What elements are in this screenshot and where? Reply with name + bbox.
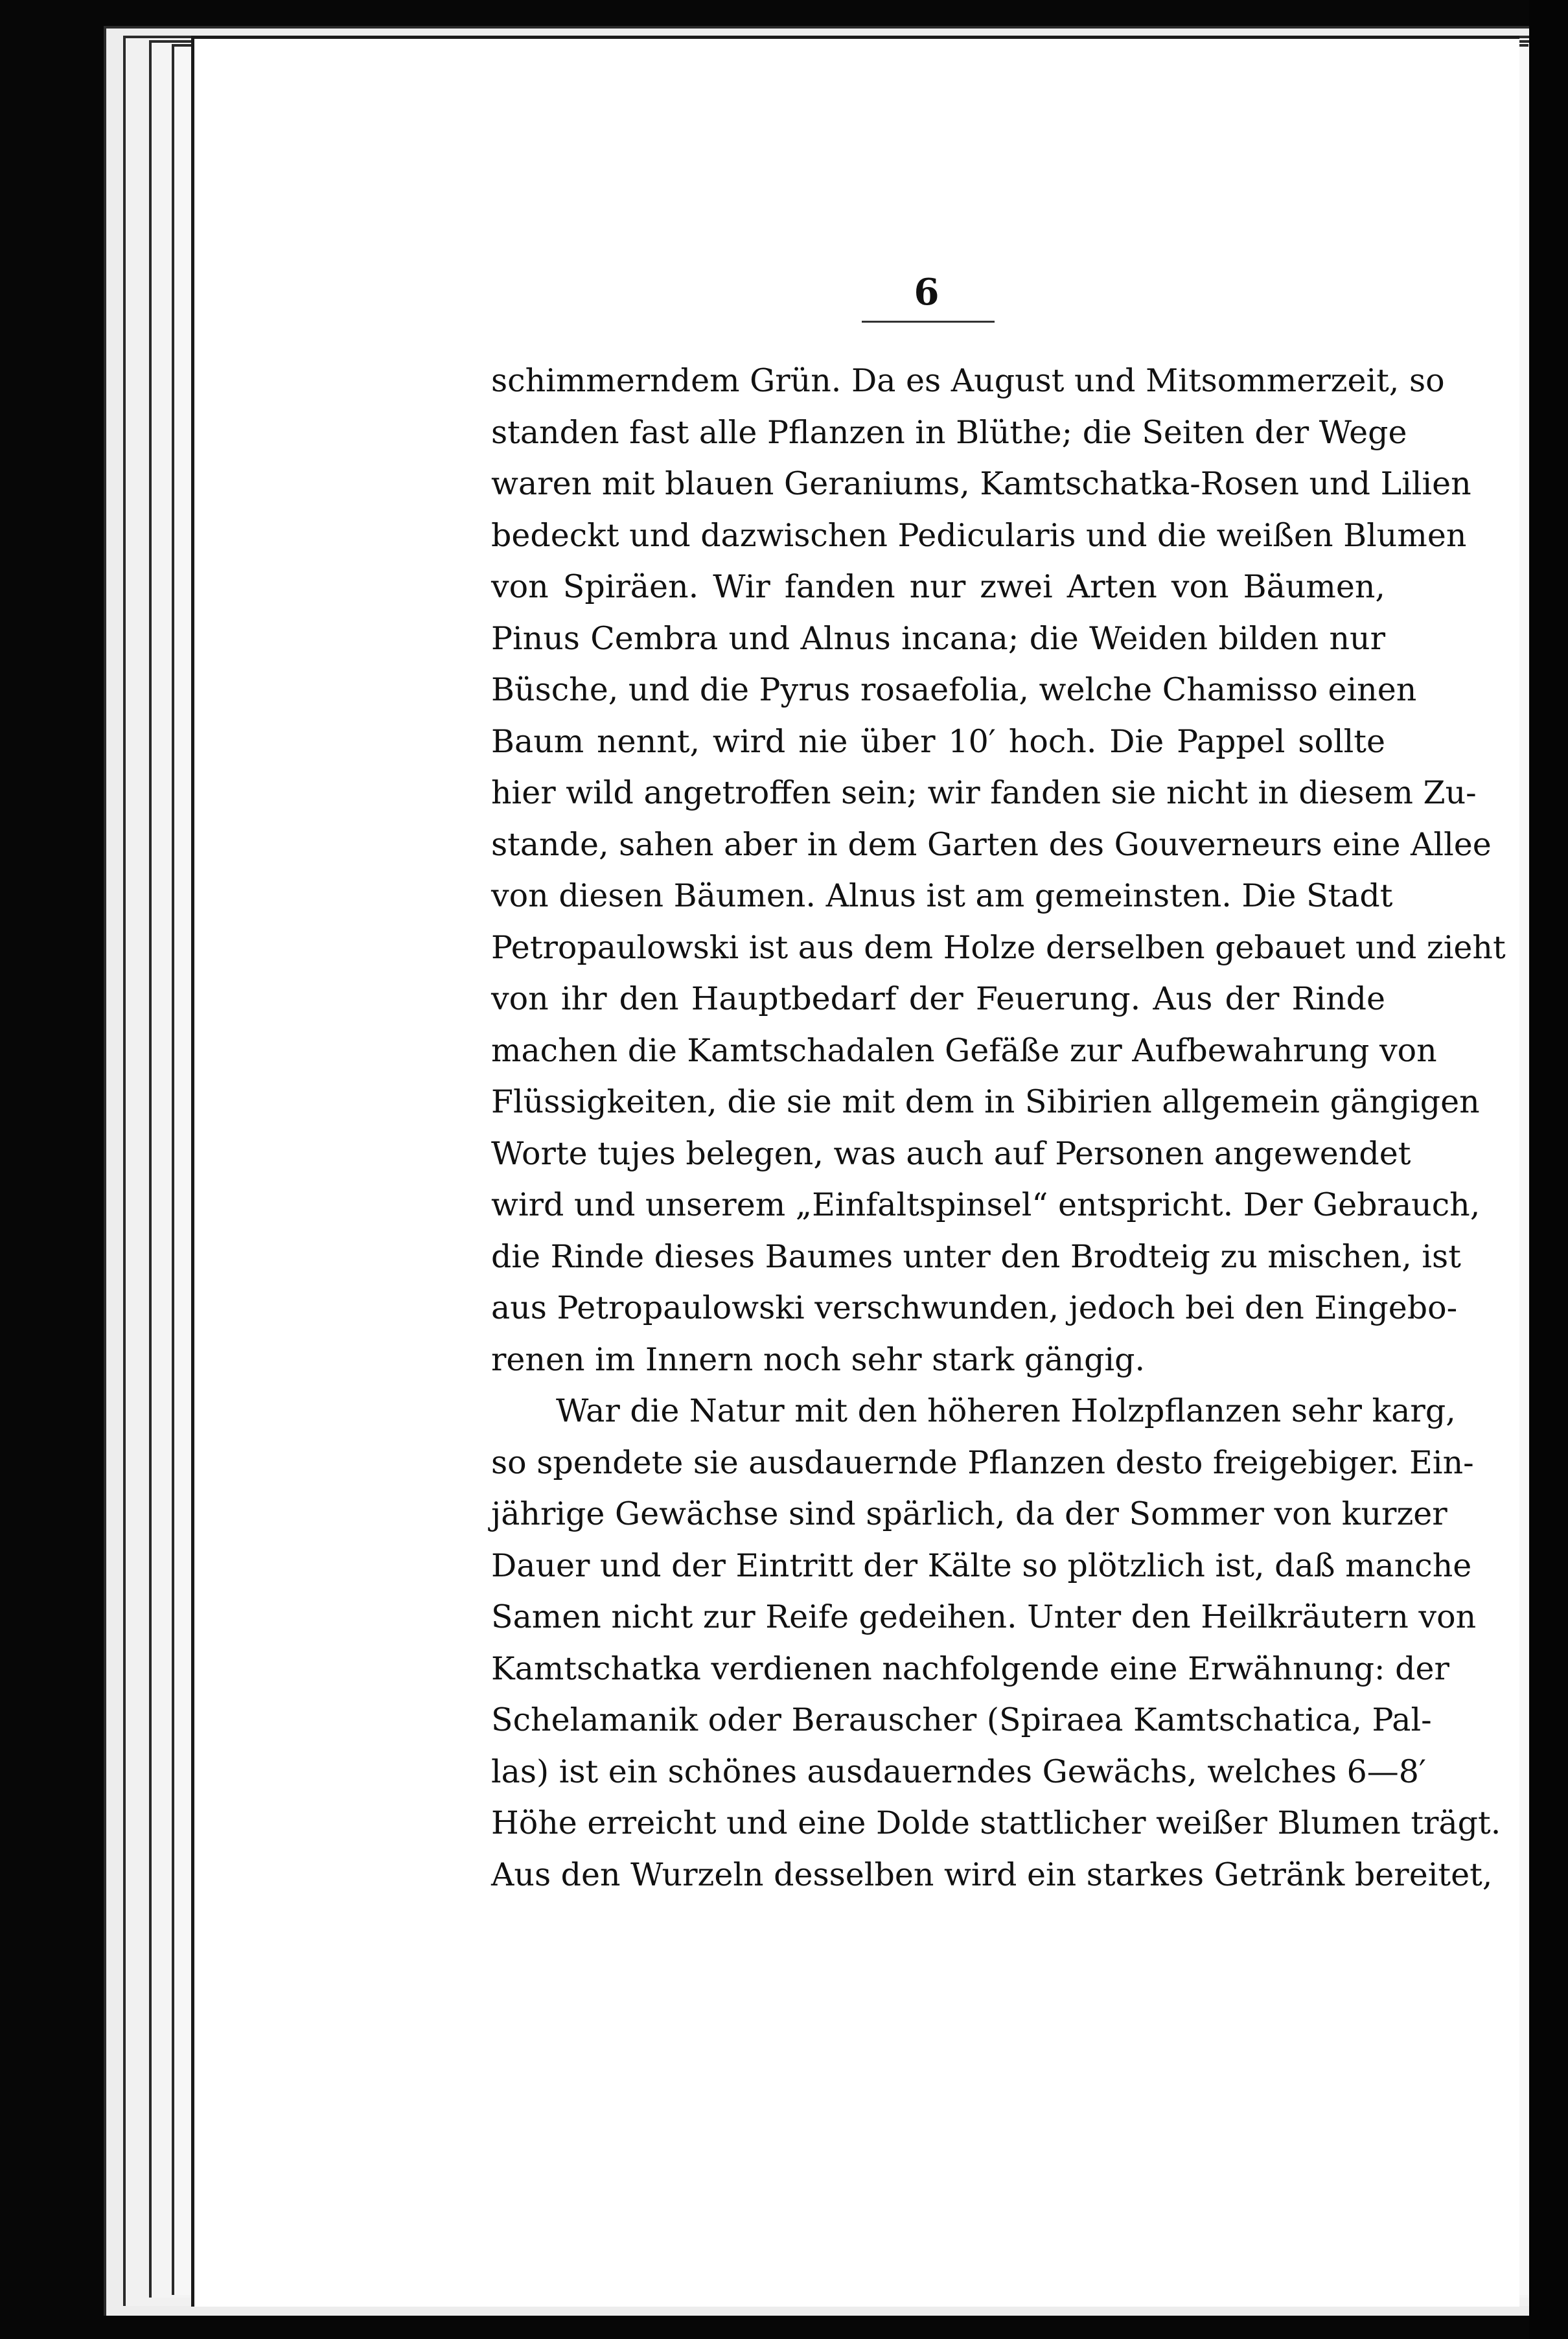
text-line: so spendete sie ausdauernde Pflanzen desto freigebiger. Ein- (491, 1444, 1474, 1481)
text-line: hier wild angetroffen sein; wir fanden sie nicht in diesem Zu- (491, 774, 1477, 811)
text-line: machen die Kamtschadalen Gefäße zur Aufbewahrung von (491, 1031, 1437, 1069)
text-line: Büsche, und die Pyrus rosaefolia, welche Chamisso einen (491, 671, 1417, 708)
text-line: renen im Innern noch sehr stark gängig. (491, 1341, 1146, 1378)
text-line: Samen nicht zur Reife gedeihen. Unter den Heilkräutern von (491, 1598, 1477, 1635)
header-rule (862, 321, 995, 323)
text-line: bedeckt und dazwischen Pedicularis und die weißen Blumen (491, 516, 1467, 554)
page-number: 6 (914, 271, 940, 314)
text-line: von ihr den Hauptbedarf der Feuerung. Aus der Rinde (491, 980, 1385, 1017)
text-line: jährige Gewächse sind spärlich, da der Sommer von kurzer (491, 1495, 1447, 1532)
text-line: standen fast alle Pflanzen in Blüthe; die Seiten der Wege (491, 413, 1407, 451)
text-line: Baum nennt, wird nie über 10′ hoch. Die Pappel sollte (491, 722, 1385, 760)
scan-border-right (1529, 0, 1568, 2339)
text-line: von diesen Bäumen. Alnus ist am gemeinsten. Die Stadt (491, 877, 1393, 914)
text-line: Pinus Cembra und Alnus incana; die Weiden bilden nur (491, 619, 1385, 657)
text-line: aus Petropaulowski verschwunden, jedoch bei den Eingebo- (491, 1289, 1458, 1326)
text-line: Schelamanik oder Berauscher (Spiraea Kamtschatica, Pal- (491, 1701, 1432, 1738)
text-line: Worte tujes belegen, was auch auf Personen angewendet (491, 1135, 1411, 1172)
body-text (491, 355, 1506, 1900)
text-line: Dauer und der Eintritt der Kälte so plötzlich ist, daß manche (491, 1547, 1472, 1584)
text-line: waren mit blauen Geraniums, Kamtschatka-Rosen und Lilien (491, 465, 1471, 502)
text-line: Flüssigkeiten, die sie mit dem in Sibirien allgemein gängigen (491, 1083, 1480, 1120)
text-line: Kamtschatka verdienen nachfolgende eine Erwähnung: der (491, 1650, 1449, 1687)
text-line: Aus den Wurzeln desselben wird ein starkes Getränk bereitet, (491, 1856, 1493, 1893)
text-line: von Spiräen. Wir fanden nur zwei Arten von Bäumen, (491, 568, 1385, 605)
text-line: Petropaulowski ist aus dem Holze derselben gebauet und zieht (491, 928, 1506, 966)
text-line: wird und unserem „Einfaltspinsel“ entspricht. Der Gebrauch, (491, 1186, 1481, 1223)
text-line: die Rinde dieses Baumes unter den Brodteig zu mischen, ist (491, 1238, 1461, 1275)
text-line: stande, sahen aber in dem Garten des Gouverneurs eine Allee (491, 825, 1492, 863)
text-line: Höhe erreicht und eine Dolde stattlicher weißer Blumen trägt. (491, 1804, 1501, 1841)
text-line: schimmerndem Grün. Da es August und Mitsommerzeit, so (491, 362, 1445, 399)
text-line: las) ist ein schönes ausdauerndes Gewächs, welches 6—8′ (491, 1753, 1427, 1790)
text-line: War die Natur mit den höheren Holzpflanzen sehr karg, (556, 1392, 1456, 1429)
